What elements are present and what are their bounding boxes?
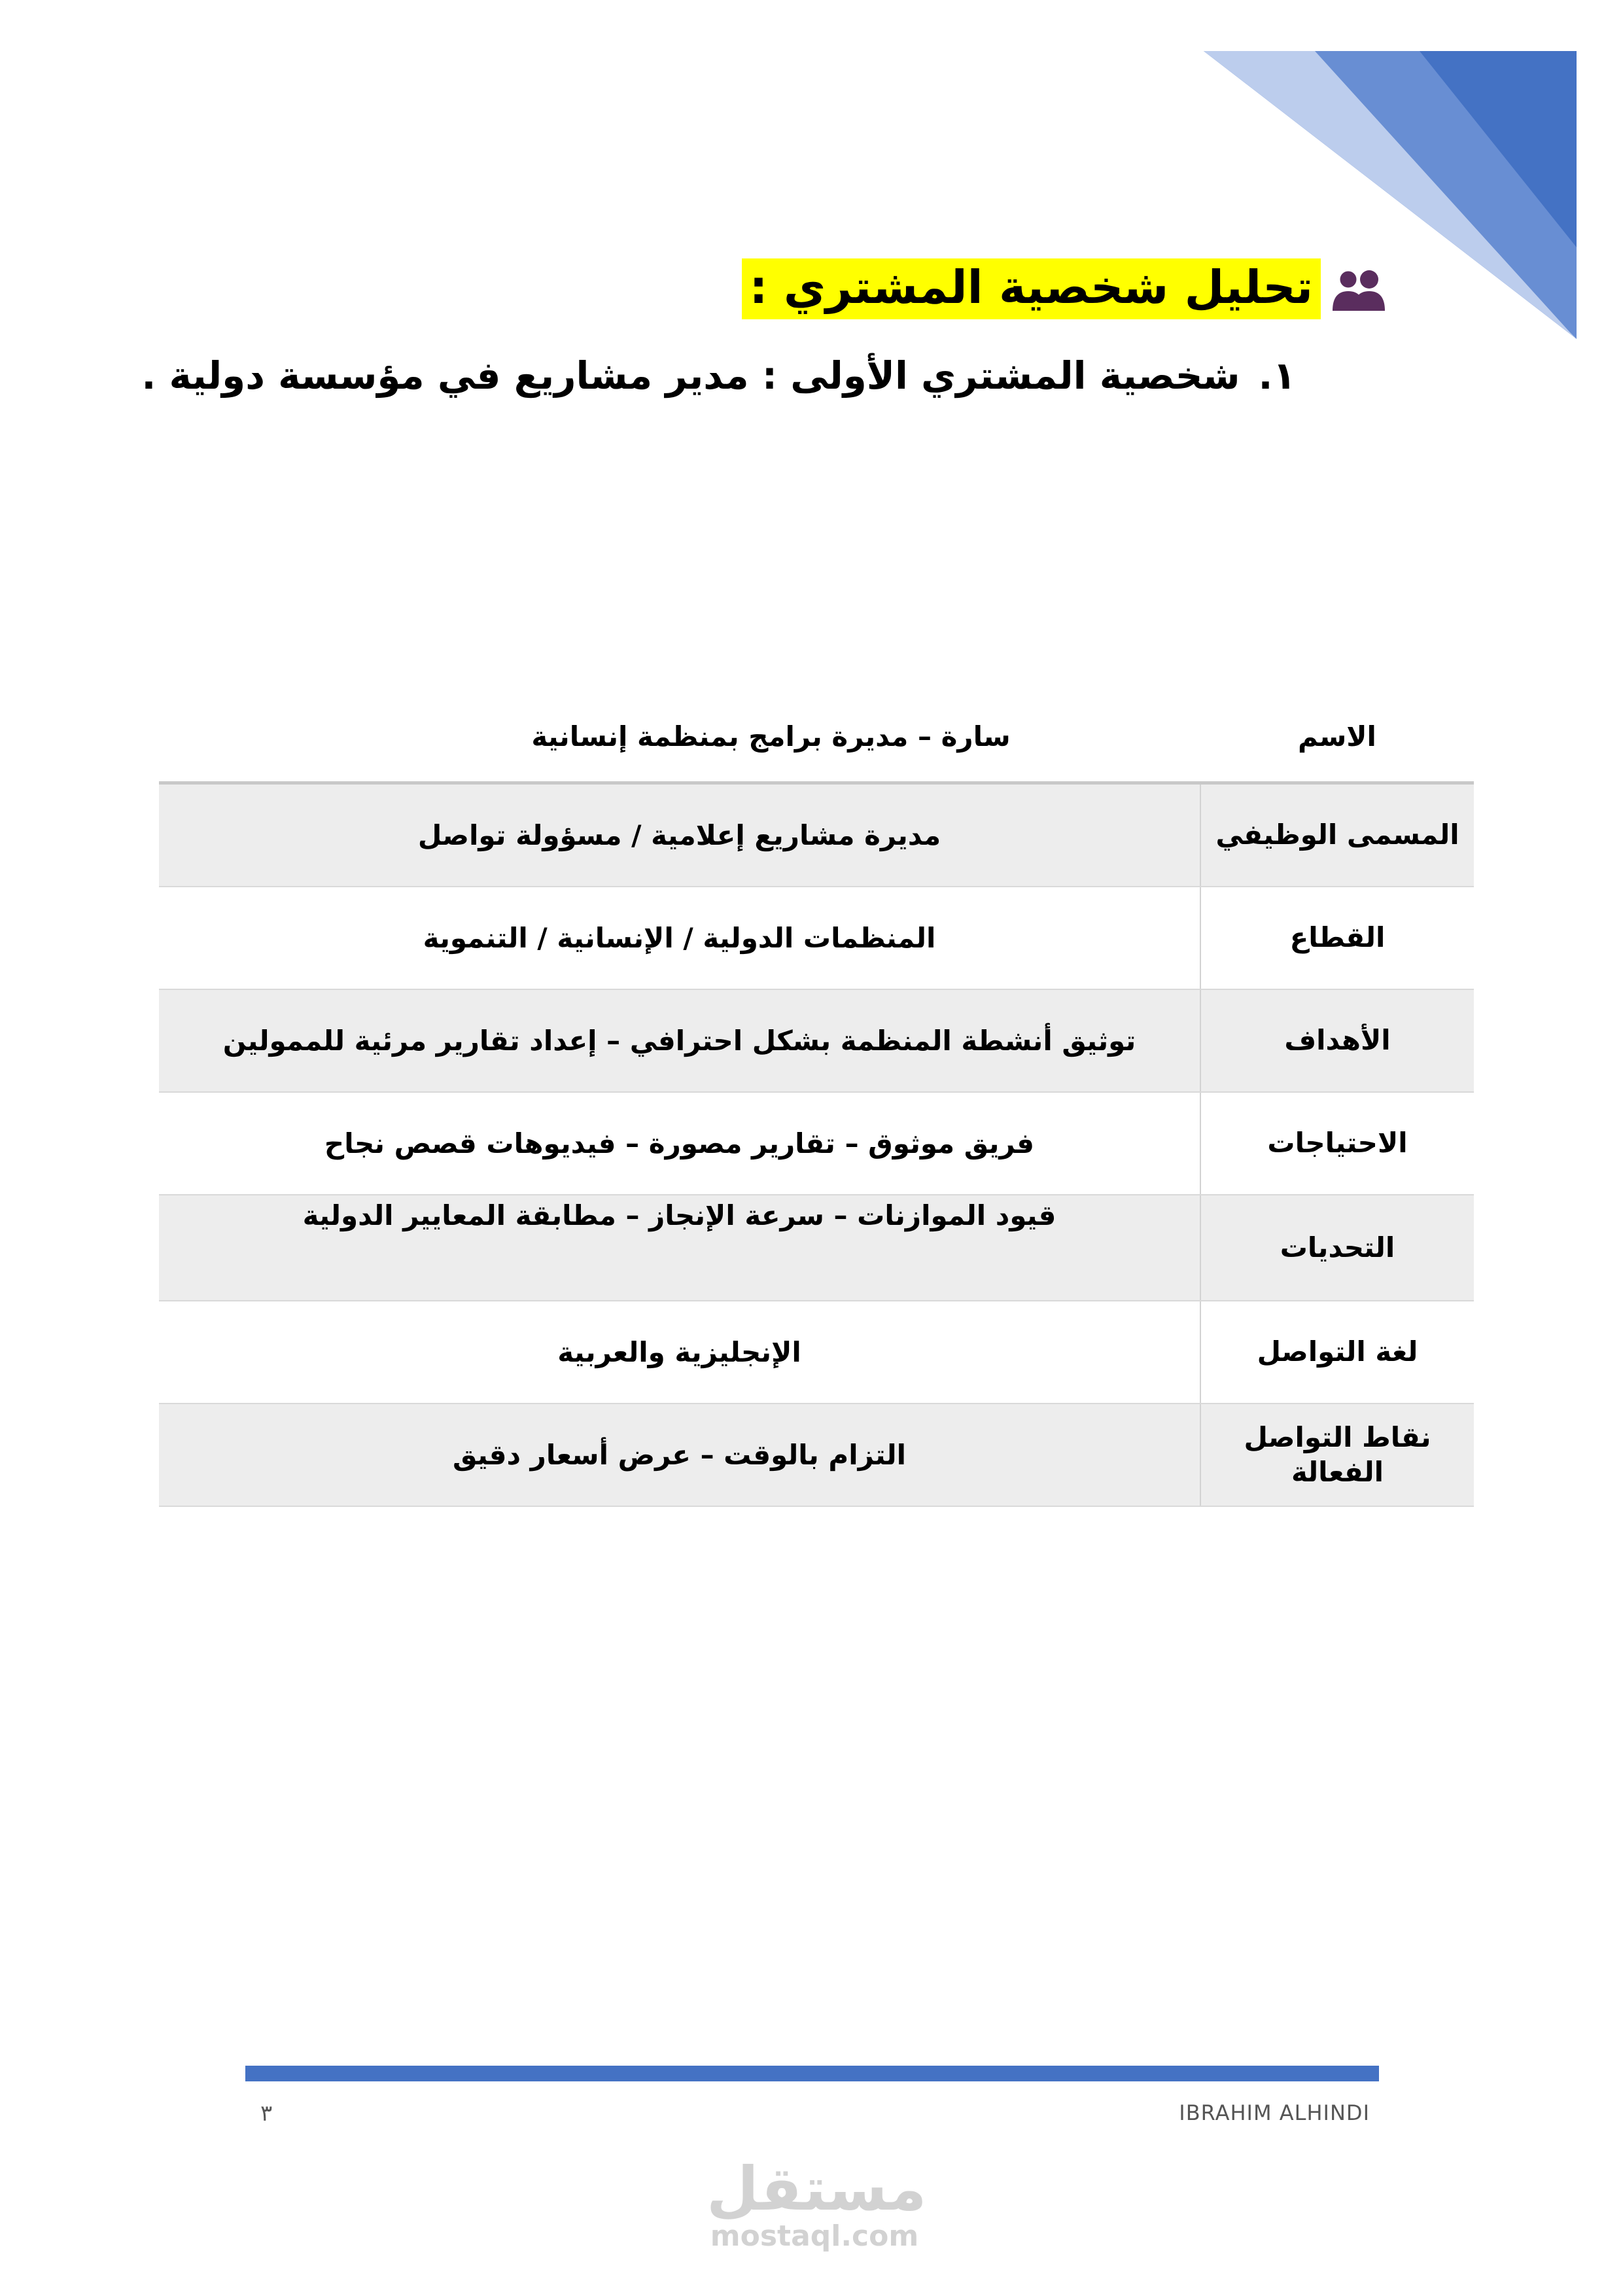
table-key: لغة التواصل: [1200, 1301, 1474, 1404]
table-value: فريق موثوق – تقارير مصورة – فيديوهات قصص نجاح: [159, 1092, 1200, 1195]
table-key: المسمى الوظيفي: [1200, 783, 1474, 887]
footer-bar: [245, 2066, 1379, 2081]
table-key: نقاط التواصل الفعالة: [1200, 1404, 1474, 1506]
page-title: تحليل شخصية المشتري :: [742, 258, 1321, 319]
persona-table: [159, 692, 1474, 1507]
people-icon: [1329, 266, 1387, 312]
table-value: مديرة مشاريع إعلامية / مسؤولة تواصل: [159, 783, 1200, 887]
table-key: الاحتياجات: [1200, 1092, 1474, 1195]
watermark-arabic: مستقل: [707, 2154, 927, 2224]
author-name: IBRAHIM ALHINDI: [1179, 2100, 1370, 2125]
table-value: المنظمات الدولية / الإنسانية / التنموية: [159, 887, 1200, 989]
table-row: [159, 1195, 1474, 1301]
table-row: [159, 989, 1474, 1092]
table-row: [159, 1404, 1474, 1506]
table-row: [159, 1092, 1474, 1195]
table-row: [159, 783, 1474, 887]
table-row: [159, 887, 1474, 989]
table-key: الاسم: [1200, 692, 1474, 783]
watermark: [707, 2154, 927, 2253]
table-value: سارة – مديرة برامج بمنظمة إنسانية: [159, 692, 1200, 783]
table-key: الأهداف: [1200, 989, 1474, 1092]
table-value: توثيق أنشطة المنظمة بشكل احترافي – إعداد تقارير مرئية للممولين: [159, 989, 1200, 1092]
table-value: قيود الموازنات – سرعة الإنجاز – مطابقة المعايير الدولية: [159, 1195, 1200, 1301]
table-key: القطاع: [1200, 887, 1474, 989]
table-value: التزام بالوقت – عرض أسعار دقيق: [159, 1404, 1200, 1506]
table-row: [159, 1301, 1474, 1404]
table-value: الإنجليزية والعربية: [159, 1301, 1200, 1404]
table-header-row: [159, 692, 1474, 783]
section-title: [742, 258, 1387, 319]
table-key: التحديات: [1200, 1195, 1474, 1301]
watermark-latin: mostaql.com: [710, 2219, 919, 2253]
persona-subtitle: [141, 353, 1296, 398]
subtitle-text: شخصية المشتري الأولى : مدير مشاريع في مؤسسة دولية .: [141, 353, 1240, 398]
subtitle-number: ١.: [1258, 353, 1296, 398]
page-number: ٣: [260, 2100, 273, 2127]
